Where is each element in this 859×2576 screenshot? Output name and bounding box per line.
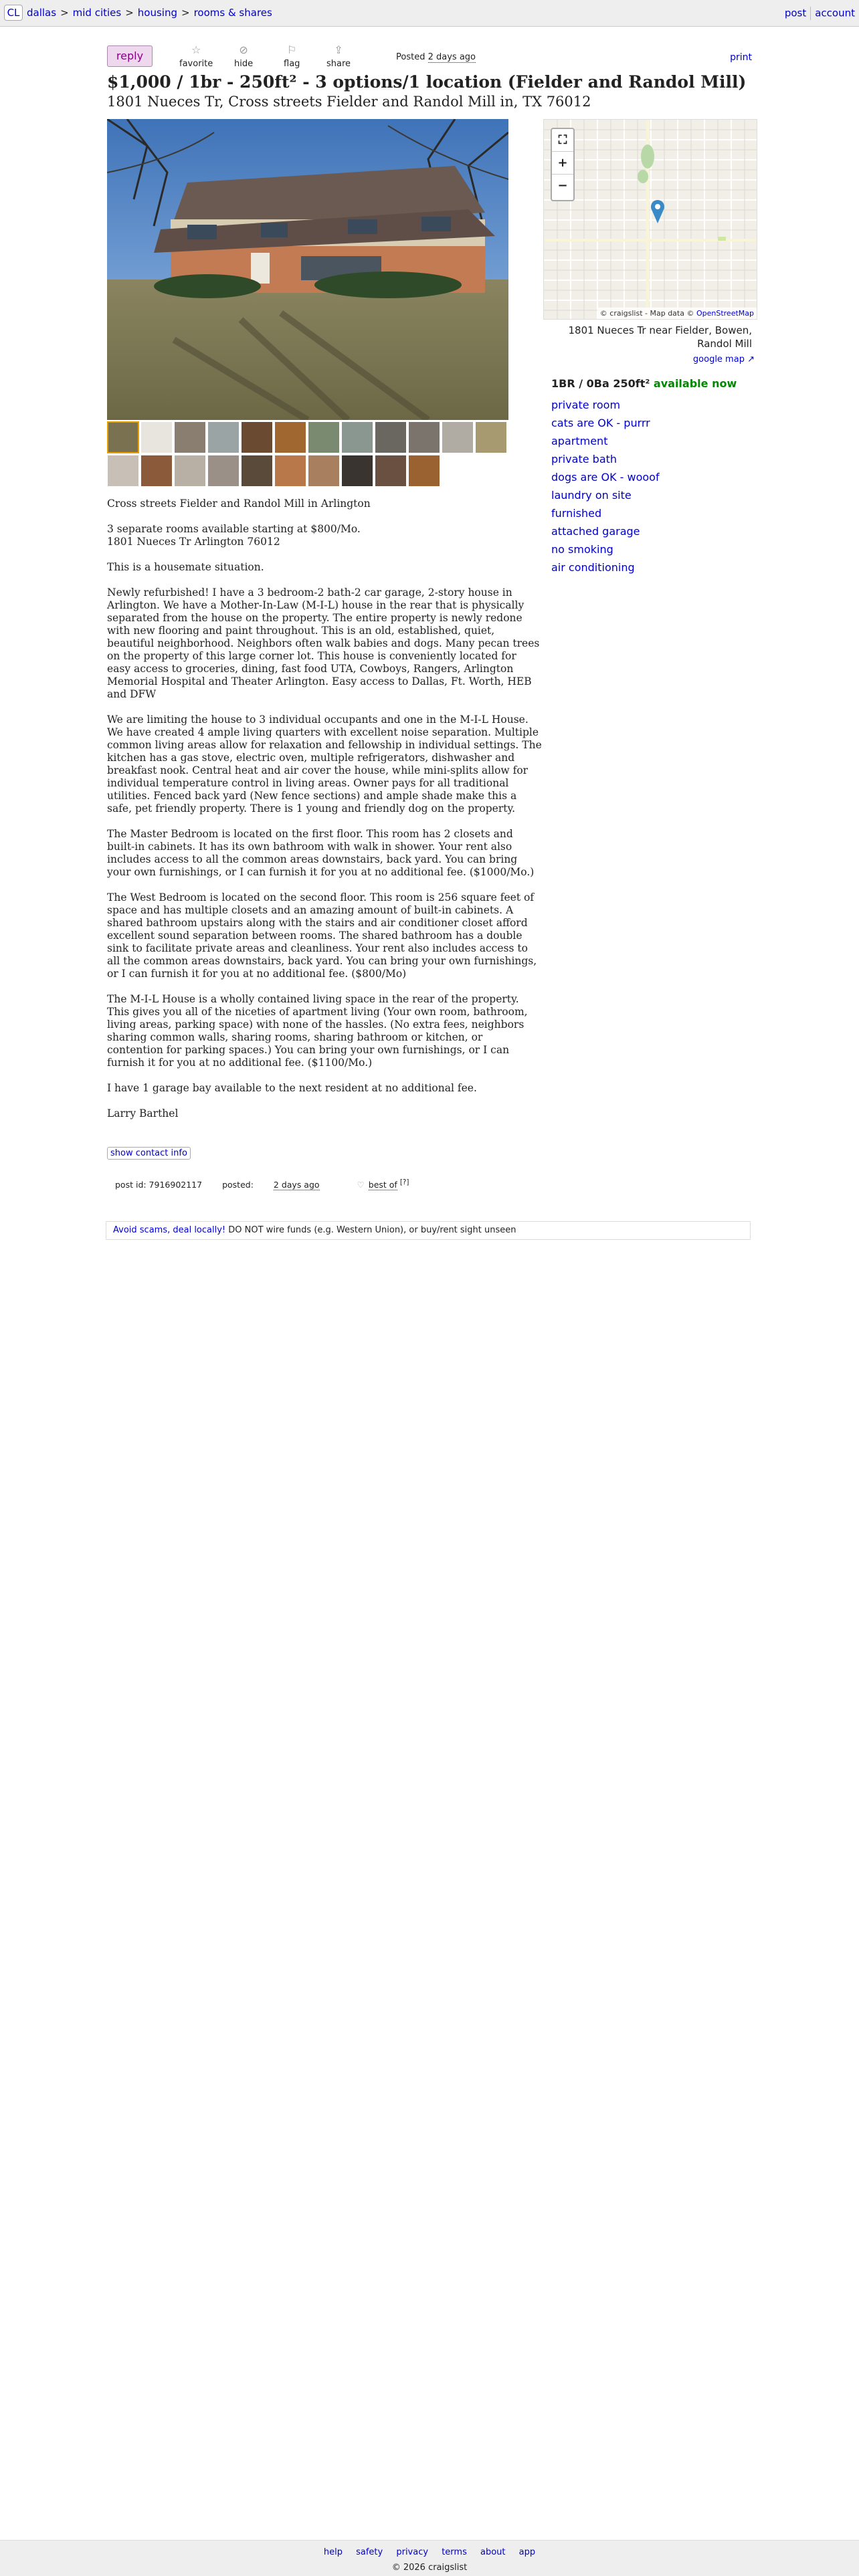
hide-button[interactable] xyxy=(234,44,253,69)
body-paragraph: The Master Bedroom is located on the first floor. This room has 2 closets and built-in cabinets. It has its own bathroom with walk in shower. Your rent also includes access to all the common areas downstairs, back yard. You can bring your own furnishings, or I can furnish it for you at no additional fee. ($1000/Mo.) xyxy=(107,828,535,878)
map-address: 1801 Nueces Tr near Fielder, Bowen, Randol Mill xyxy=(568,324,752,350)
heart-icon: ♡ xyxy=(357,1180,365,1190)
google-map-link[interactable] xyxy=(693,354,755,364)
external-link-icon: ↗ xyxy=(747,354,755,364)
google-map-label: google map xyxy=(692,354,745,364)
thumbnail[interactable] xyxy=(308,455,340,487)
attribute-list xyxy=(551,399,660,579)
footer-link-terms[interactable]: terms xyxy=(442,2547,467,2557)
posted-info-label: posted: xyxy=(222,1180,254,1190)
thumbnail[interactable] xyxy=(375,455,407,487)
divider xyxy=(810,7,811,20)
posting-subtitle: 1801 Nueces Tr, Cross streets Fielder and Randol Mill in, TX 76012 xyxy=(107,94,591,110)
top-links xyxy=(785,7,855,20)
favorite-label: favorite xyxy=(179,59,213,69)
posting-body xyxy=(107,498,542,1120)
body-paragraph: We are limiting the house to 3 individual occupants and one in the M-I-L House. We have created 4 ample living quarters with excellent noise separation. Multiple common living areas allow for relaxation and fellowship in individual settings. The kitchen has a gas stove, electric oven, multiple refrigerators, dishwasher and breakfast nook. Central heat and air cover the house, while mini-splits allow for individual temperature control in living areas. Owner pays for all traditional utilities. Fenced back yard (New fence sections) and ample shade make this a safe, pet friendly property. There is 1 young and friendly dog on the property. xyxy=(107,714,542,815)
attribute-link[interactable]: dogs are OK - wooof xyxy=(551,471,660,484)
attribute-link[interactable]: attached garage xyxy=(551,525,640,538)
breadcrumb-housing[interactable]: housing xyxy=(137,7,177,19)
housing-summary-text: 1BR / 0Ba 250ft² xyxy=(551,377,650,390)
flag-label: flag xyxy=(284,59,300,69)
top-bar xyxy=(0,0,859,27)
breadcrumb-mid-cities[interactable]: mid cities xyxy=(72,7,122,19)
hide-icon: ⊘ xyxy=(239,43,248,56)
thumbnail[interactable] xyxy=(408,421,440,453)
posted-value: 2 days ago xyxy=(427,52,476,62)
poster-name: Larry Barthel xyxy=(107,1107,179,1119)
attribute-link[interactable]: no smoking xyxy=(551,543,613,556)
thumbnail[interactable] xyxy=(174,455,206,487)
thumbnail[interactable] xyxy=(140,421,173,453)
attribute-link[interactable]: private room xyxy=(551,399,621,411)
star-icon: ☆ xyxy=(191,43,201,56)
posting-title: $1,000 / 1br - 250ft² - 3 options/1 location (Fielder and Randol Mill) xyxy=(107,72,747,92)
breadcrumb-dallas[interactable]: dallas xyxy=(27,7,57,19)
thumbnail[interactable] xyxy=(140,455,173,487)
availability: available now xyxy=(653,377,737,390)
scam-notice xyxy=(106,1221,751,1240)
posted-label: Posted xyxy=(396,52,425,62)
share-button[interactable] xyxy=(326,44,351,69)
share-icon: ⇪ xyxy=(334,43,343,56)
footer-link-privacy[interactable]: privacy xyxy=(396,2547,429,2557)
breadcrumb-separator: > xyxy=(125,7,134,19)
thumbnail[interactable] xyxy=(207,421,240,453)
attribute-link[interactable]: cats are OK - purrr xyxy=(551,417,650,429)
footer xyxy=(0,2540,859,2576)
post-id: post id: 7916902117 xyxy=(115,1180,203,1190)
thumbnail[interactable] xyxy=(442,421,474,453)
thumbnail[interactable] xyxy=(174,421,206,453)
thumbnail[interactable] xyxy=(241,455,273,487)
body-paragraph xyxy=(107,523,542,548)
show-contact-button[interactable]: show contact info xyxy=(107,1147,191,1160)
attribute-link[interactable]: air conditioning xyxy=(551,561,635,574)
map-tiles xyxy=(544,120,757,320)
share-label: share xyxy=(326,59,351,69)
main-photo[interactable] xyxy=(107,119,508,420)
attribute-link[interactable]: apartment xyxy=(551,435,608,447)
favorite-button[interactable] xyxy=(179,44,213,69)
fullscreen-icon[interactable]: ⛶ xyxy=(552,129,573,152)
map-controls xyxy=(551,128,575,201)
post-info xyxy=(115,1178,426,1190)
thumbnail[interactable] xyxy=(241,421,273,453)
thumbnail[interactable] xyxy=(274,421,306,453)
housing-summary xyxy=(551,377,737,390)
zoom-out-button[interactable]: − xyxy=(557,179,568,193)
scam-text: DO NOT wire funds (e.g. Western Union), or buy/rent sight unseen xyxy=(228,1225,516,1235)
thumbnail[interactable] xyxy=(341,421,373,453)
thumbnail[interactable] xyxy=(107,455,139,487)
breadcrumb-separator: > xyxy=(181,7,190,19)
best-of-help[interactable]: [?] xyxy=(399,1178,409,1186)
map[interactable] xyxy=(543,119,757,320)
flag-icon: ⚐ xyxy=(287,43,297,56)
body-line: 1801 Nueces Tr Arlington 76012 xyxy=(107,536,280,548)
best-of-wrap xyxy=(357,1180,409,1190)
attribute-link[interactable]: furnished xyxy=(551,507,602,520)
copyright: © 2026 craigslist xyxy=(391,2563,468,2573)
breadcrumb-rooms-shares[interactable]: rooms & shares xyxy=(193,7,272,19)
thumbnail[interactable] xyxy=(274,455,306,487)
footer-link-about[interactable]: about xyxy=(480,2547,506,2557)
reply-button[interactable]: reply xyxy=(107,45,153,67)
body-paragraph: Newly refurbished! I have a 3 bedroom-2 bath-2 car garage, 2-story house in Arlington. We have a Mother-In-Law (M-I-L) house in the rear that is physically separated from the house on the property. The entire property is newly redone with new flooring and paint throughout. This is an old, established, quiet, beautiful neighborhood. Neighbors often walk babies and dogs. Many pecan trees on the property of this large corner lot. This house is conveniently located for easy access to groceries, dining, fast food UTA, Cowboys, Rangers, Arlington Memorial Hospital and Theater Arlington. Easy access to Dallas, Ft. Worth, HEB and DFW xyxy=(107,586,540,700)
body-paragraph: The M-I-L House is a wholly contained living space in the rear of the property. This gives you all of the niceties of apartment living (Your own room, bathroom, living areas, parking space) with none of the hassles. (No extra fees, neighbors sharing common walls, sharing rooms, sharing bathroom or kitchen, or contention for parking spaces.) You can bring your own furnishings, or I can furnish it for you at no additional fee. ($1100/Mo.) xyxy=(107,993,528,1069)
body-paragraph: The West Bedroom is located on the second floor. This room is 256 square feet of space and has multiple closets and an amazing amount of built-in cabinets. A shared bathroom upstairs along with the stairs and air conditioner closet afford excellent sound separation between rooms. The shared bathroom has a double sink to facilitate private areas and cleanliness. Your rent also includes access to all the common areas downstairs, back yard. You can bring your own furnishings, or I can furnish it for you at no additional fee. ($800/Mo) xyxy=(107,891,537,980)
thumbnail[interactable] xyxy=(341,455,373,487)
breadcrumb-separator: > xyxy=(60,7,69,19)
body-paragraph: I have 1 garage bay available to the next resident at no additional fee. xyxy=(107,1082,477,1094)
print-link[interactable]: print xyxy=(730,52,752,63)
zoom-in-button[interactable]: + xyxy=(552,152,573,175)
map-attribution-text: © craigslist - Map data © xyxy=(599,309,694,318)
body-paragraph: Cross streets Fielder and Randol Mill in Arlington xyxy=(107,498,371,510)
thumbnail[interactable] xyxy=(308,421,340,453)
thumbnail[interactable] xyxy=(207,455,240,487)
breadcrumb xyxy=(27,7,272,19)
posted-info-value: 2 days ago xyxy=(273,1180,320,1190)
post-link[interactable]: post xyxy=(784,7,807,19)
openstreetmap-link[interactable]: OpenStreetMap xyxy=(696,309,754,318)
posted-date xyxy=(396,52,476,62)
avoid-scams-link[interactable]: Avoid scams, deal locally! xyxy=(113,1225,226,1235)
hide-label: hide xyxy=(234,59,254,69)
craigslist-logo[interactable]: CL xyxy=(4,5,23,21)
footer-link-app[interactable]: app xyxy=(518,2547,536,2557)
footer-link-help[interactable]: help xyxy=(323,2547,343,2557)
map-attribution xyxy=(597,308,757,319)
thumbnail[interactable] xyxy=(475,421,507,453)
thumbnail[interactable] xyxy=(408,455,440,487)
account-link[interactable]: account xyxy=(815,7,855,19)
attribute-link[interactable]: laundry on site xyxy=(551,489,632,502)
footer-links xyxy=(0,2547,859,2557)
body-line: 3 separate rooms available starting at $800/Mo. xyxy=(107,523,361,535)
house-photo xyxy=(107,119,508,420)
best-of-link[interactable]: best of xyxy=(368,1180,397,1190)
thumbnail[interactable] xyxy=(107,421,139,453)
flag-button[interactable] xyxy=(284,44,300,69)
body-paragraph: This is a housemate situation. xyxy=(107,561,264,573)
footer-link-safety[interactable]: safety xyxy=(356,2547,383,2557)
thumbnail[interactable] xyxy=(375,421,407,453)
attribute-link[interactable]: private bath xyxy=(551,453,617,465)
posted-info xyxy=(222,1180,337,1190)
